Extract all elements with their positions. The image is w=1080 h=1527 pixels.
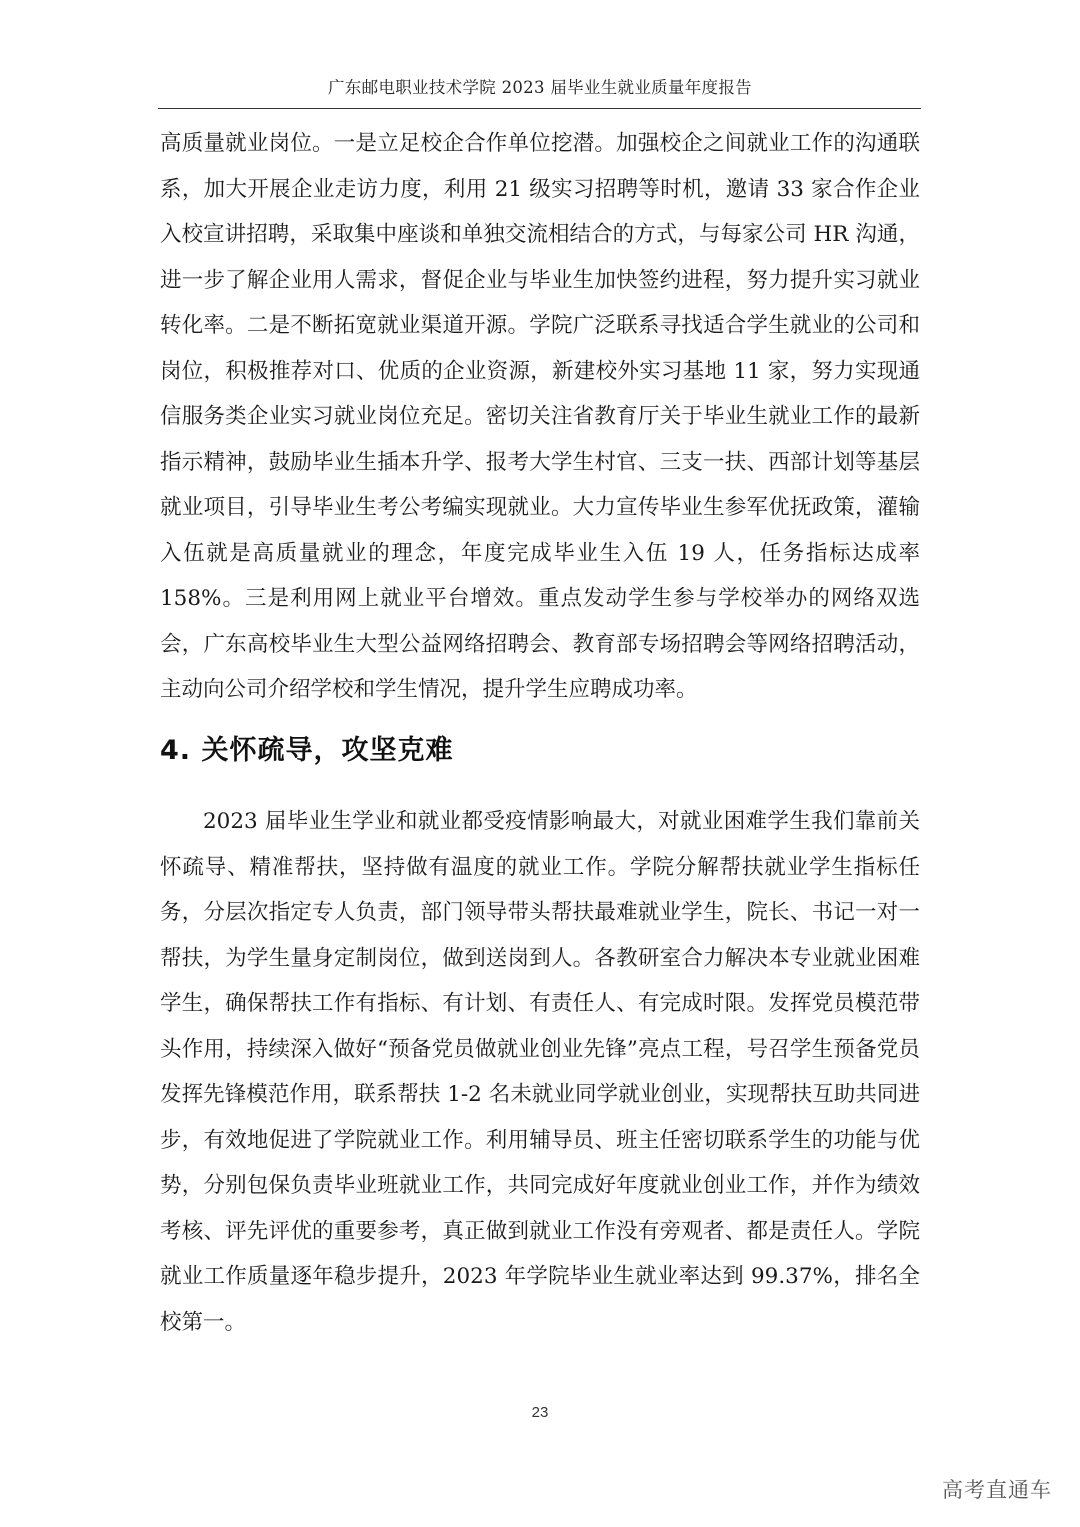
section-heading: 4. 关怀疏导，攻坚克难 xyxy=(160,735,454,766)
page-number: 23 xyxy=(531,1404,549,1421)
body-paragraph-2 xyxy=(160,799,920,1345)
page-header-title: 广东邮电职业技术学院 2023 届毕业生就业质量年度报告 xyxy=(328,78,752,97)
header-divider xyxy=(158,108,921,109)
body-paragraph-1 xyxy=(160,121,920,713)
paragraph-text: 高质量就业岗位。一是立足校企合作单位挖潜。加强校企之间就业工作的沟通联系，加大开展企业走访力度，利用 21 级实习招聘等时机，邀请 33 家合作企业入校宣讲招聘，采取集中座谈和单独交流相结合的方式，与每家公司 HR 沟通，进一步了解企业用人需求，督促企业与毕业生加快签约进程，努力提升实习就业转化率。二是不断拓宽就业渠道开源。学院广泛联系寻找适合学生就业的公司和岗位，积极推荐对口、优质的企业资源，新建校外实习基地 11 家，努力实现通信服务类企业实习就业岗位充足。密切关注省教育厅关于毕业生就业工作的最新指示精神，鼓励毕业生插本升学、报考大学生村官、三支一扶、西部计划等基层就业项目，引导毕业生考公考编实现就业。大力宣传毕业生参军优抚政策，灌输入伍就是高质量就业的理念，年度完成毕业生入伍 19 人，任务指标达成率 158%。三是利用网上就业平台增效。重点发动学生参与学校举办的网络双选会，广东高校毕业生大型公益网络招聘会、教育部专场招聘会等网络招聘活动，主动向公司介绍学校和学生情况，提升学生应聘成功率。 xyxy=(160,131,920,702)
watermark-text: 高考直通车 xyxy=(942,1478,1052,1502)
paragraph-text: 2023 届毕业生学业和就业都受疫情影响最大，对就业困难学生我们靠前关怀疏导、精准帮扶，坚持做有温度的就业工作。学院分解帮扶就业学生指标任务，分层次指定专人负责，部门领导带头帮扶最难就业学生，院长、书记一对一帮扶，为学生量身定制岗位，做到送岗到人。各教研室合力解决本专业就业困难学生，确保帮扶工作有指标、有计划、有责任人、有完成时限。发挥党员模范带头作用，持续深入做好“预备党员做就业创业先锋”亮点工程，号召学生预备党员发挥先锋模范作用，联系帮扶 1-2 名未就业同学就业创业，实现帮扶互助共同进步，有效地促进了学院就业工作。利用辅导员、班主任密切联系学生的功能与优势，分别包保负责毕业班就业工作，共同完成好年度就业创业工作，并作为绩效考核、评先评优的重要参考，真正做到就业工作没有旁观者、都是责任人。学院就业工作质量逐年稳步提升，2023 年学院毕业生就业率达到 99.37%，排名全校第一。 xyxy=(160,809,920,1335)
